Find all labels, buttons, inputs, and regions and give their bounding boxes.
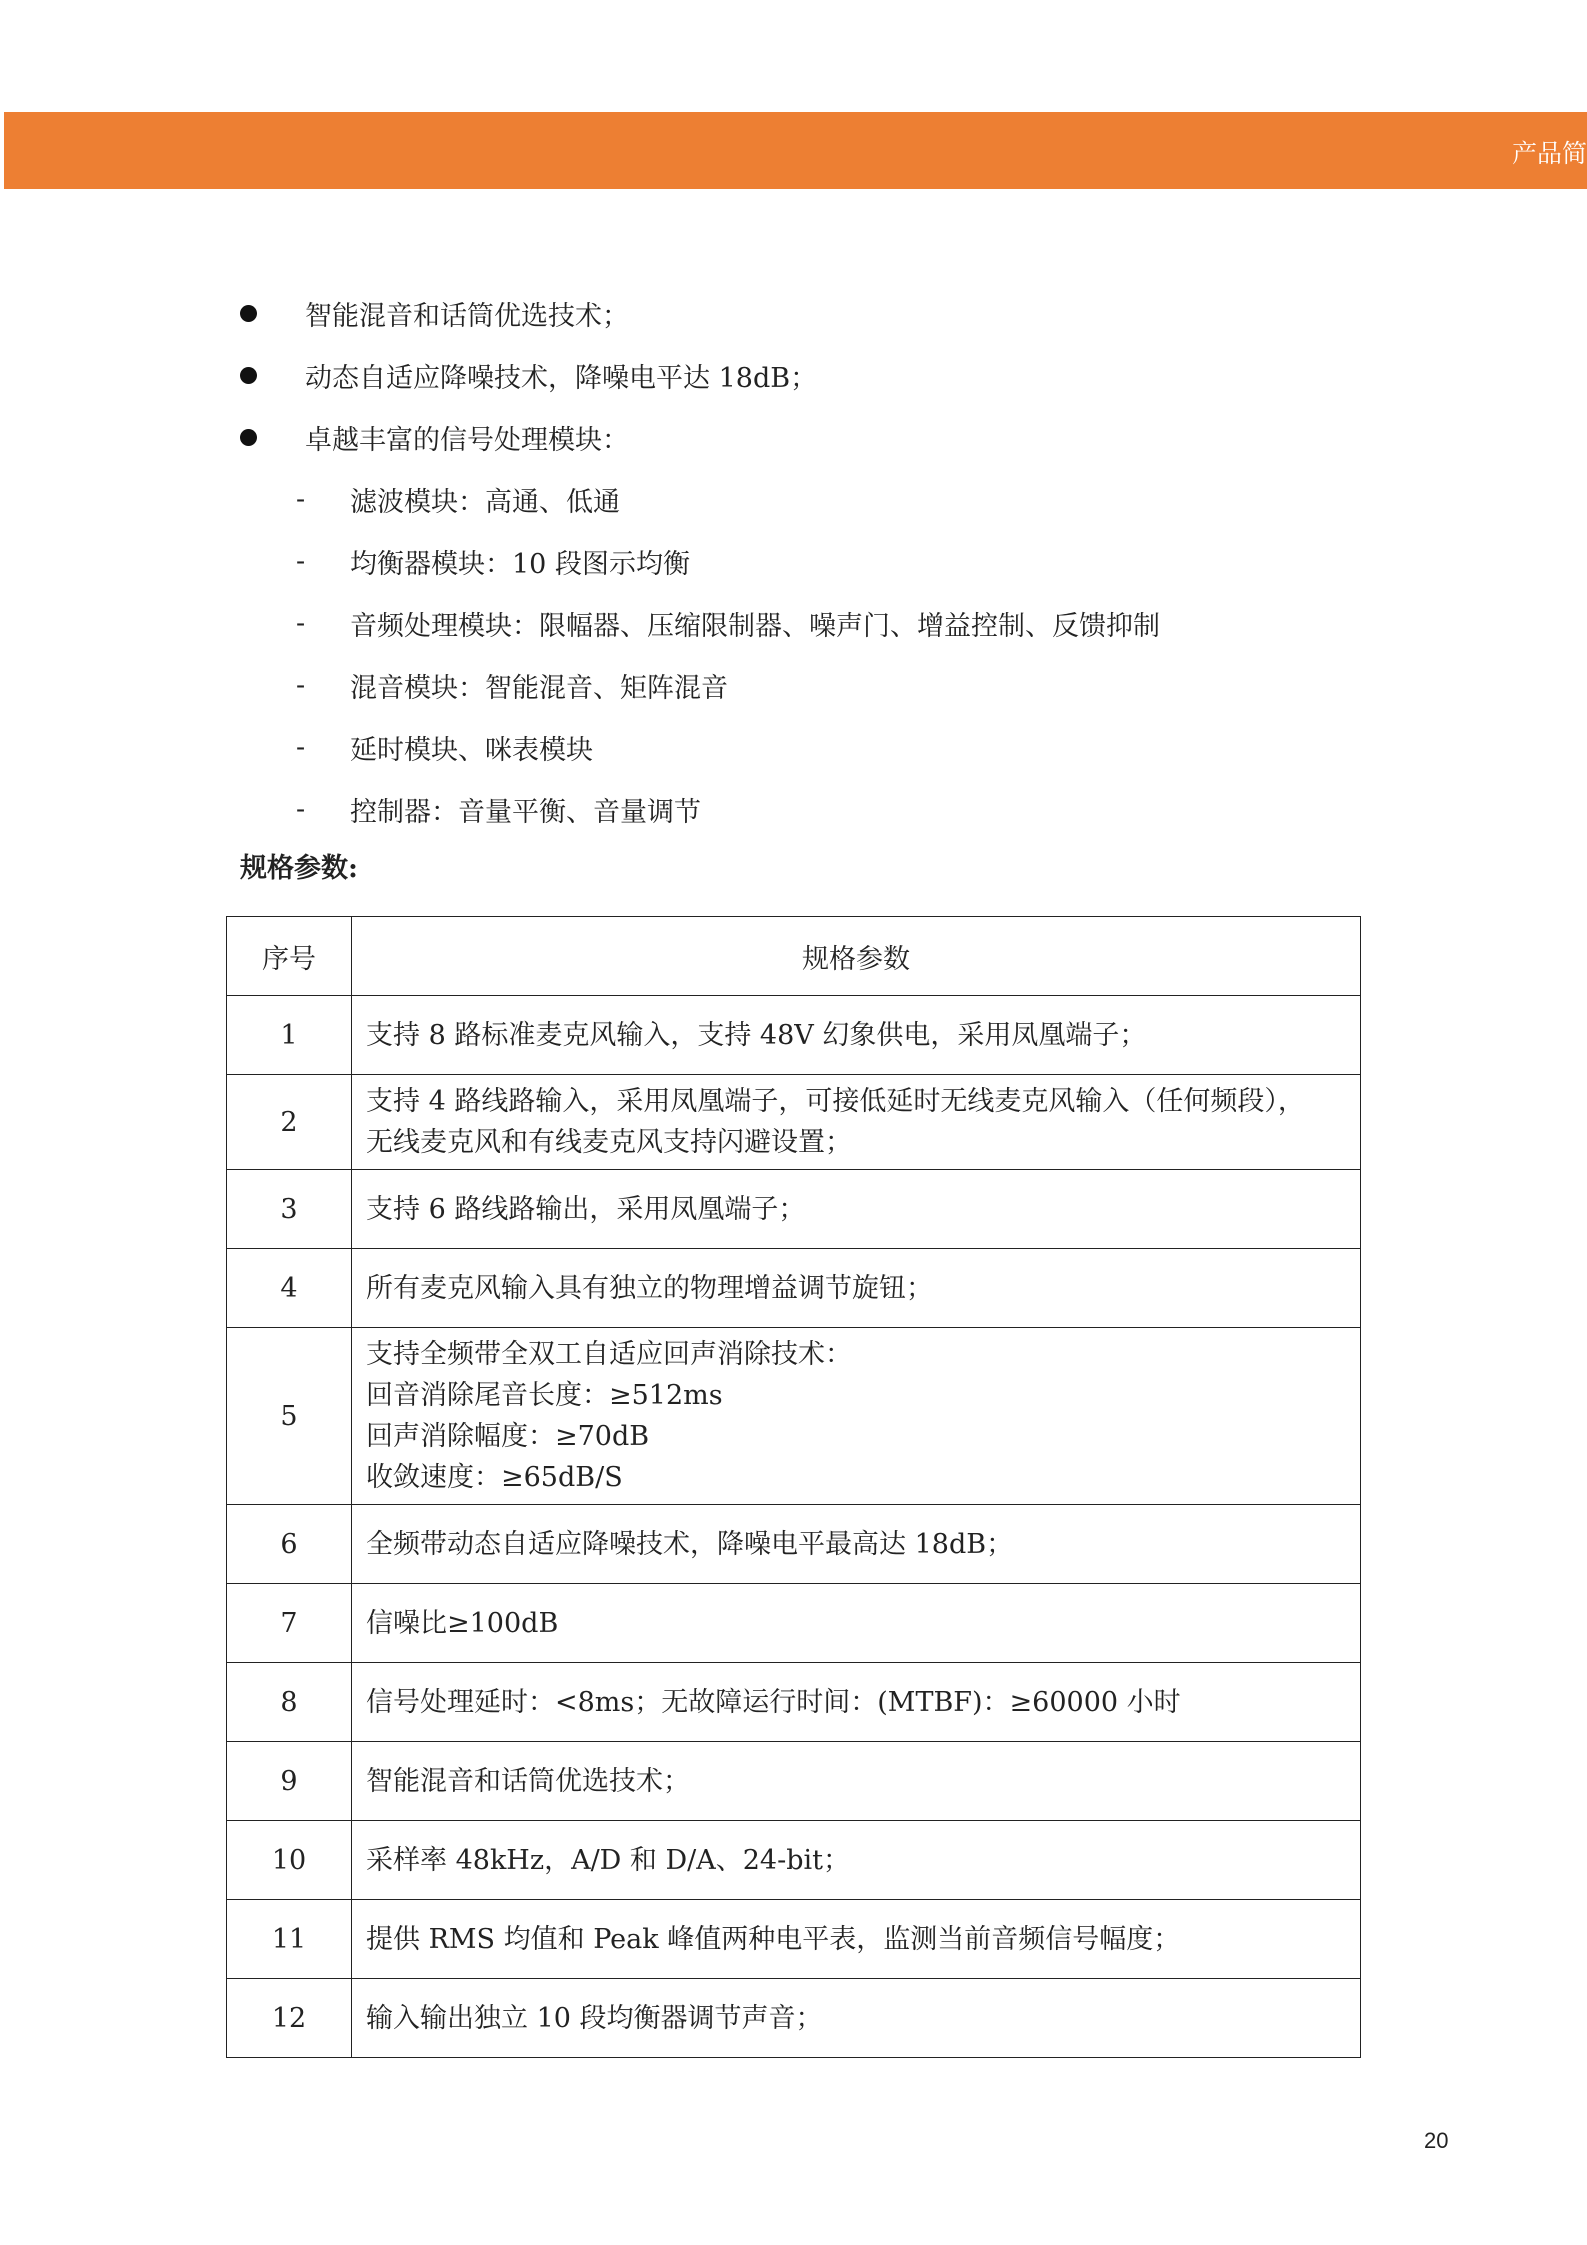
spec-line: 输入输出独立 10 段均衡器调节声音； [366, 2002, 823, 2034]
table-row [227, 1249, 1361, 1328]
spec-line: 信号处理延时：<8ms；无故障运行时间：(MTBF)：≥60000 小时 [366, 1686, 1181, 1718]
table-row [227, 1900, 1361, 1979]
spec-line: 全频带动态自适应降噪技术，降噪电平最高达 18dB； [366, 1528, 1014, 1560]
table-row [227, 1170, 1361, 1249]
row-number: 8 [227, 1663, 352, 1742]
table-header-row [227, 917, 1361, 996]
sub-list-item [236, 716, 1160, 778]
spec-line: 支持 6 路线路输出，采用凤凰端子； [366, 1193, 806, 1225]
row-spec [352, 1505, 1361, 1584]
list-item [236, 406, 1160, 468]
dash-icon: - [296, 483, 306, 515]
sub-list-item-text: 延时模块、咪表模块 [350, 734, 593, 766]
dash-icon: - [296, 731, 306, 763]
row-number: 11 [227, 1900, 352, 1979]
sub-list-item [236, 530, 1160, 592]
spec-line: 智能混音和话筒优选技术； [366, 1765, 690, 1797]
table-row [227, 1663, 1361, 1742]
sub-list-item-text: 混音模块：智能混音、矩阵混音 [350, 672, 728, 704]
spec-table [226, 916, 1361, 2058]
spec-line: 支持 4 路线路输入，采用凤凰端子，可接低延时无线麦克风输入（任何频段）， [366, 1086, 1305, 1117]
section-title: 规格参数: [240, 853, 358, 884]
row-number: 4 [227, 1249, 352, 1328]
feature-list [236, 282, 1160, 840]
row-number: 9 [227, 1742, 352, 1821]
sub-list-item [236, 468, 1160, 530]
column-header-number: 序号 [227, 917, 352, 996]
bullet-icon [240, 305, 257, 322]
row-spec [352, 1328, 1361, 1505]
row-number: 1 [227, 996, 352, 1075]
column-header-spec: 规格参数 [352, 917, 1361, 996]
dash-icon: - [296, 607, 306, 639]
spec-line: 收敛速度：≥65dB/S [366, 1462, 623, 1493]
bullet-icon [240, 367, 257, 384]
sub-list-item-text: 音频处理模块：限幅器、压缩限制器、噪声门、增益控制、反馈抑制 [350, 610, 1160, 642]
list-item [236, 282, 1160, 344]
list-item-text: 卓越丰富的信号处理模块： [305, 424, 629, 456]
row-spec [352, 1742, 1361, 1821]
sub-list-item-text: 滤波模块：高通、低通 [350, 486, 620, 518]
row-number: 7 [227, 1584, 352, 1663]
row-spec [352, 1249, 1361, 1328]
page-number: 20 [1424, 2128, 1449, 2153]
header-title: 产品简 [1511, 139, 1587, 168]
list-item [236, 344, 1160, 406]
table-row [227, 1821, 1361, 1900]
dash-icon: - [296, 793, 306, 825]
row-spec [352, 1663, 1361, 1742]
sub-list-item-text: 控制器：音量平衡、音量调节 [350, 796, 701, 828]
table-row [227, 1075, 1361, 1170]
spec-line: 提供 RMS 均值和 Peak 峰值两种电平表，监测当前音频信号幅度； [366, 1923, 1181, 1955]
row-spec [352, 1979, 1361, 2058]
row-spec [352, 1900, 1361, 1979]
spec-line: 所有麦克风输入具有独立的物理增益调节旋钮； [366, 1272, 933, 1304]
row-spec [352, 996, 1361, 1075]
table-row [227, 1505, 1361, 1584]
sub-list-item [236, 654, 1160, 716]
row-number: 12 [227, 1979, 352, 2058]
table-row [227, 996, 1361, 1075]
spec-line: 回声消除幅度：≥70dB [366, 1421, 650, 1452]
header-band [4, 112, 1587, 189]
table-row [227, 1584, 1361, 1663]
dash-icon: - [296, 669, 306, 701]
sub-list-item-text: 均衡器模块：10 段图示均衡 [350, 548, 690, 580]
table-row [227, 1742, 1361, 1821]
row-number: 5 [227, 1328, 352, 1505]
bullet-icon [240, 429, 257, 446]
spec-line: 回音消除尾音长度：≥512ms [366, 1380, 723, 1411]
table-row [227, 1328, 1361, 1505]
row-number: 3 [227, 1170, 352, 1249]
table-row [227, 1979, 1361, 2058]
dash-icon: - [296, 545, 306, 577]
spec-line: 采样率 48kHz，A/D 和 D/A、24-bit； [366, 1844, 850, 1876]
spec-line: 无线麦克风和有线麦克风支持闪避设置； [366, 1127, 852, 1158]
row-spec [352, 1584, 1361, 1663]
list-item-text: 智能混音和话筒优选技术； [305, 300, 629, 332]
spec-line: 支持 8 路标准麦克风输入，支持 48V 幻象供电，采用凤凰端子； [366, 1019, 1147, 1051]
row-spec [352, 1075, 1361, 1170]
sub-list-item [236, 778, 1160, 840]
spec-line: 支持全频带全双工自适应回声消除技术： [366, 1339, 852, 1370]
spec-line: 信噪比≥100dB [366, 1607, 559, 1639]
sub-list-item [236, 592, 1160, 654]
list-item-text: 动态自适应降噪技术，降噪电平达 18dB； [305, 362, 818, 394]
row-number: 6 [227, 1505, 352, 1584]
row-number: 10 [227, 1821, 352, 1900]
row-spec [352, 1821, 1361, 1900]
row-number: 2 [227, 1075, 352, 1170]
row-spec [352, 1170, 1361, 1249]
